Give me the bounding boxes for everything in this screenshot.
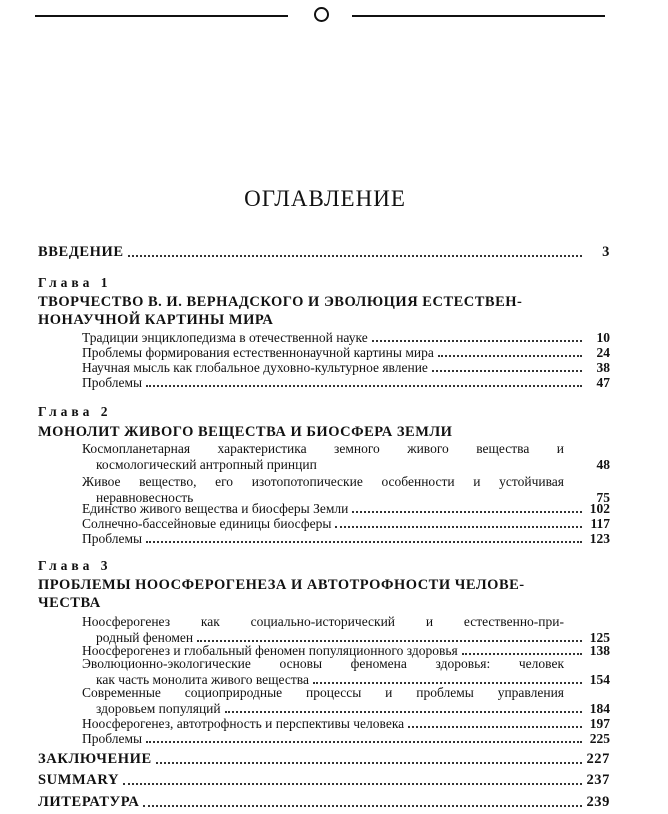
dot-leader [313, 681, 582, 684]
dot-leader [225, 710, 582, 713]
top-ornament [0, 4, 668, 28]
entry-page: 75 [596, 490, 610, 505]
entry-label-line: Эволюционно-экологические основы феномена здоровья: человек [82, 656, 564, 671]
entry-page: 47 [596, 375, 610, 390]
entry-page: 123 [589, 531, 610, 546]
entry-label: ЗАКЛЮЧЕНИЕ [38, 751, 152, 767]
entry-continuation [82, 457, 610, 473]
entry-label: Традиции энциклопедизма в отечественной науке [82, 330, 368, 345]
entry-label: Проблемы [82, 531, 143, 546]
dot-leader [352, 510, 582, 513]
chapter-heading: Глава 3 [38, 558, 112, 573]
toc-entry [82, 330, 610, 346]
entry-page: 10 [596, 330, 610, 345]
entry-page: 102 [589, 501, 610, 516]
dot-leader [123, 782, 582, 785]
entry-label: SUMMARY [38, 772, 120, 788]
entry-page: 24 [596, 345, 610, 360]
dot-leader [128, 254, 582, 257]
entry-label-line: здоровьем популяций [96, 701, 221, 716]
entry-label: Ноосферогенез и глобальный феномен популяционного здоровья [82, 643, 458, 658]
entry-label-line: Живое вещество, его изотопотопические особенности и устойчивая [82, 474, 564, 489]
entry-page: 237 [586, 772, 610, 788]
toc-entry-multiline [82, 656, 610, 688]
dot-leader [156, 761, 582, 764]
toc-entry-literature [38, 794, 610, 811]
dot-leader [432, 369, 582, 372]
entry-page: 48 [596, 457, 610, 472]
entry-label: Научная мысль как глобальное духовно-культурное явление [82, 360, 428, 375]
dot-leader [408, 725, 582, 728]
entry-page: 227 [586, 751, 610, 767]
dot-leader [335, 525, 582, 528]
dot-leader [146, 384, 582, 387]
chapter-title [38, 293, 583, 329]
ornament-line-right [352, 15, 605, 17]
entry-label-line: родный феномен [96, 630, 194, 645]
entry-page: 197 [589, 716, 610, 731]
toc-entry [82, 501, 610, 517]
dot-leader [462, 652, 582, 655]
entry-label: Солнечно-бассейновые единицы биосферы [82, 516, 332, 531]
entry-page: 3 [602, 244, 610, 260]
toc-entry-summary [38, 772, 610, 789]
toc-entry [82, 731, 610, 747]
dot-leader [143, 804, 582, 807]
entry-label: Проблемы [82, 375, 143, 390]
toc-entry [82, 516, 610, 532]
dot-leader [146, 540, 582, 543]
chapter-heading: Глава 2 [38, 404, 112, 419]
entry-page: 125 [589, 630, 610, 645]
entry-label: Проблемы формирования естественнонаучной картины мира [82, 345, 434, 360]
chapter-title-line: НОНАУЧНОЙ КАРТИНЫ МИРА [38, 312, 274, 328]
toc-entry-introduction [38, 244, 610, 261]
toc-entry [82, 360, 610, 376]
entry-page: 239 [586, 794, 610, 810]
entry-label: Единство живого вещества и биосферы Земли [82, 501, 349, 516]
entry-page: 38 [596, 360, 610, 375]
chapter-title-line: ПРОБЛЕМЫ НООСФЕРОГЕНЕЗА И АВТОТРОФНОСТИ ЧЕЛОВЕ- [38, 577, 525, 593]
toc-entry [82, 716, 610, 732]
toc-entry-multiline [82, 441, 610, 473]
chapter-heading: Глава 1 [38, 275, 112, 290]
toc-entry-multiline [82, 685, 610, 717]
dot-leader [146, 740, 582, 743]
entry-label-line: неравновесность [96, 490, 194, 505]
toc-entry-multiline [82, 614, 610, 646]
entry-label-line: Современные социоприродные процессы и проблемы управления [82, 685, 564, 700]
entry-label: Проблемы [82, 731, 143, 746]
chapter-title: МОНОЛИТ ЖИВОГО ВЕЩЕСТВА И БИОСФЕРА ЗЕМЛИ [38, 424, 453, 440]
entry-continuation [82, 701, 610, 717]
entry-page: 117 [590, 516, 610, 531]
entry-page: 154 [589, 672, 610, 687]
entry-label-line: Ноосферогенез как социально-исторический и естественно-при- [82, 614, 564, 629]
dot-leader [372, 339, 582, 342]
dot-leader [438, 354, 582, 357]
chapter-title-line: ЧЕСТВА [38, 595, 101, 611]
entry-page: 225 [589, 731, 610, 746]
ornament-line-left [35, 15, 288, 17]
dot-leader [197, 639, 582, 642]
toc-entry [82, 345, 610, 361]
toc-entry-conclusion [38, 751, 610, 768]
chapter-title [38, 576, 583, 612]
entry-label: ВВЕДЕНИЕ [38, 244, 124, 260]
toc-entry [82, 375, 610, 391]
entry-page: 138 [589, 643, 610, 658]
toc-entry [82, 531, 610, 547]
circle-ornament-icon [314, 7, 329, 22]
entry-label: Ноосферогенез, автотрофность и перспективы человека [82, 716, 405, 731]
page-title: ОГЛАВЛЕНИЕ [244, 186, 406, 211]
entry-page: 184 [589, 701, 610, 716]
entry-label-line: космологический антропный принцип [96, 457, 317, 472]
entry-label-line: как часть монолита живого вещества [96, 672, 309, 687]
entry-label-line: Космопланетарная характеристика земного живого вещества и [82, 441, 564, 456]
chapter-title-line: ТВОРЧЕСТВО В. И. ВЕРНАДСКОГО И ЭВОЛЮЦИЯ ЕСТЕСТВЕН- [38, 294, 523, 310]
entry-label: ЛИТЕРАТУРА [38, 794, 140, 810]
